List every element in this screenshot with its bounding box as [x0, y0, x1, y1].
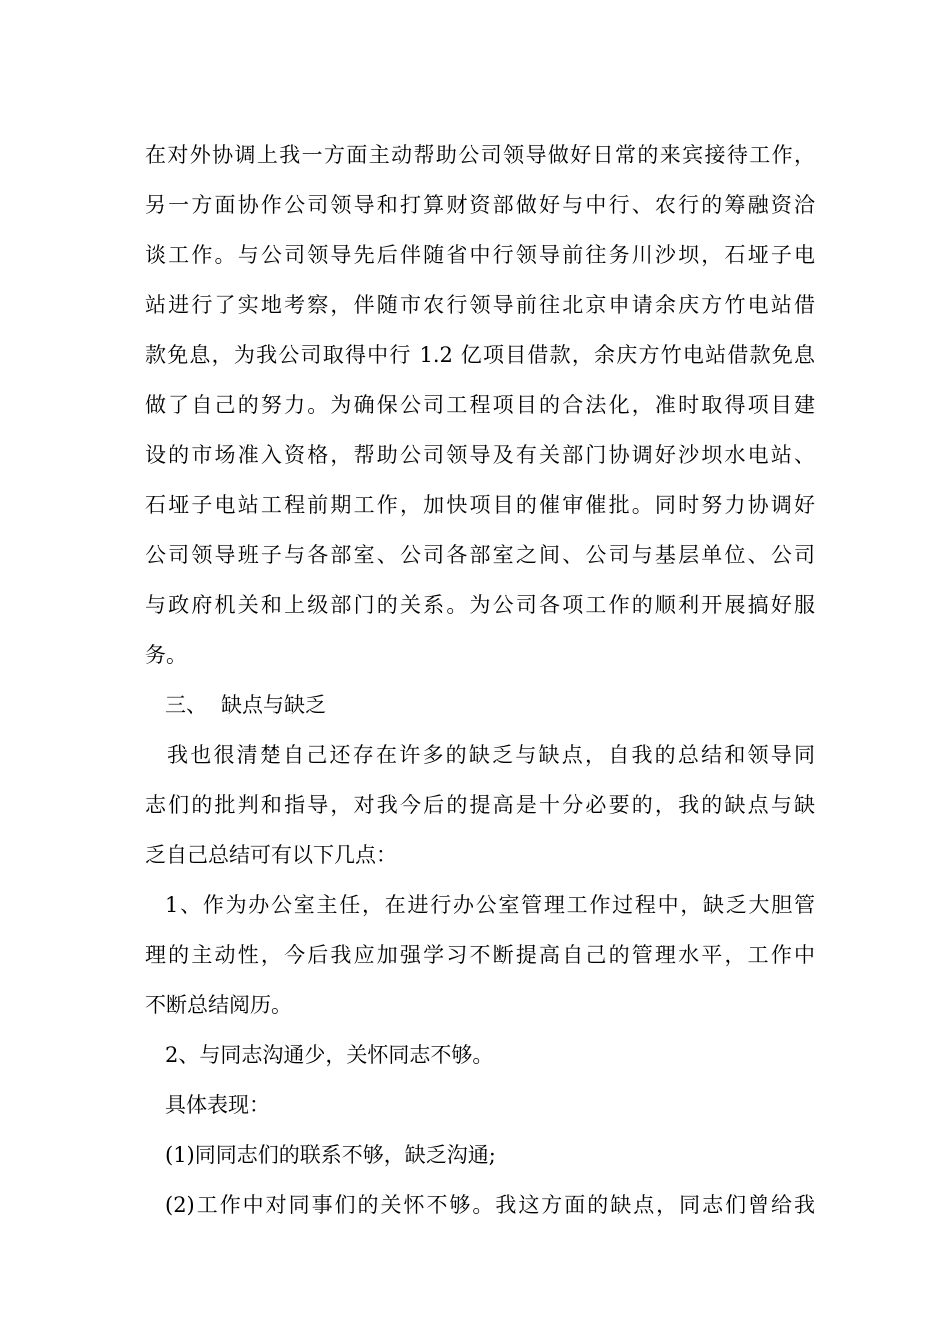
body-line: 公司领导班子与各部室、公司各部室之间、公司与基层单位、公司	[145, 543, 815, 567]
body-line: 谈工作。与公司领导先后伴随省中行领导前往务川沙坝，石垭子电	[145, 243, 815, 267]
body-line: 站进行了实地考察，伴随市农行领导前往北京申请余庆方竹电站借	[145, 293, 815, 317]
body-line: 设的市场准入资格，帮助公司领导及有关部门协调好沙坝水电站、	[145, 443, 815, 467]
list-item-line: 不断总结阅历。	[145, 993, 292, 1017]
paragraph-line: 志们的批判和指导，对我今后的提高是十分必要的，我的缺点与缺	[145, 793, 815, 817]
section-number: 三、	[165, 693, 207, 717]
section-heading	[145, 680, 815, 730]
section-title: 缺点与缺乏	[221, 693, 326, 717]
body-line: 款免息，为我公司取得中行 1.2 亿项目借款，余庆方竹电站借款免息	[145, 343, 815, 367]
sub-item-line: (1)同同志们的联系不够，缺乏沟通;	[165, 1143, 496, 1167]
list-item-line: 1、作为办公室主任，在进行办公室管理工作过程中，缺乏大胆管	[165, 893, 815, 917]
paragraph-line: 乏自己总结可有以下几点：	[145, 843, 397, 867]
sub-item-line: (2)工作中对同事们的关怀不够。我这方面的缺点，同志们曾给我	[165, 1193, 815, 1217]
body-line: 在对外协调上我一方面主动帮助公司领导做好日常的来宾接待工作，	[145, 143, 815, 167]
list-item-line: 理的主动性，今后我应加强学习不断提高自己的管理水平，工作中	[145, 943, 815, 967]
body-line: 石垭子电站工程前期工作，加快项目的催审催批。同时努力协调好	[145, 493, 815, 517]
detail-label: 具体表现：	[165, 1093, 270, 1117]
paragraph-line: 我也很清楚自己还存在许多的缺乏与缺点，自我的总结和领导同	[167, 743, 815, 767]
body-line: 与政府机关和上级部门的关系。为公司各项工作的顺利开展搞好服	[145, 593, 815, 617]
body-line: 做了自己的努力。为确保公司工程项目的合法化，准时取得项目建	[145, 393, 815, 417]
document-body	[145, 130, 815, 1230]
body-line: 务。	[145, 643, 187, 667]
list-item-line: 2、与同志沟通少，关怀同志不够。	[165, 1043, 494, 1067]
body-line: 另一方面协作公司领导和打算财资部做好与中行、农行的筹融资洽	[145, 193, 815, 217]
